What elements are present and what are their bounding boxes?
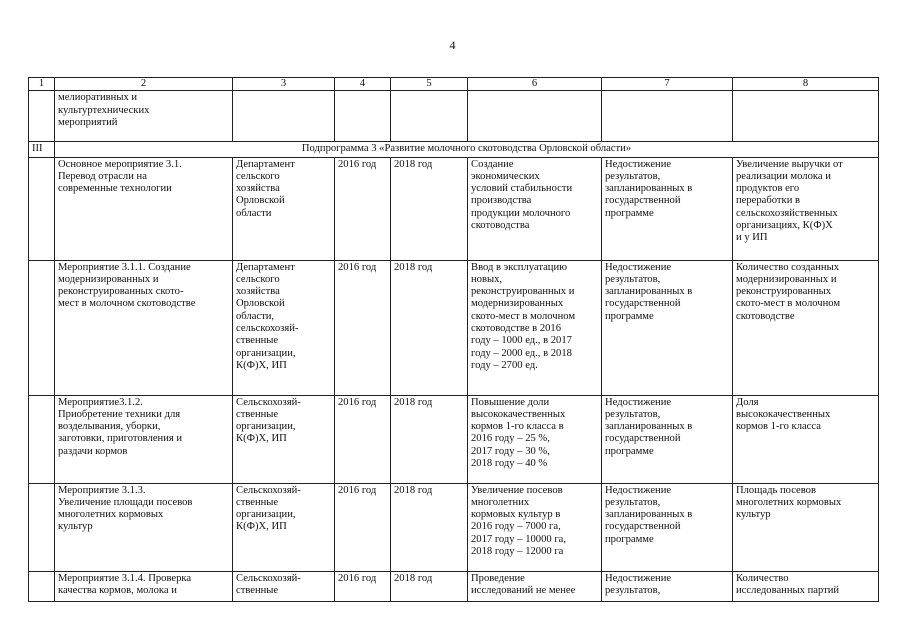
end-year-cell: 2018 год — [391, 157, 468, 260]
end-year-cell: 2018 год — [391, 483, 468, 571]
column-number-row — [29, 78, 879, 91]
measure-name-cell: Мероприятие 3.1.4. Проверка качества кормов, молока и — [55, 571, 233, 601]
table-row — [29, 157, 879, 260]
continuation-row — [29, 91, 879, 142]
expected-result-cell: Увеличение посевов многолетних кормовых культур в 2016 году – 7000 га, 2017 году – 10000 га, 2018 году – 12000 га — [468, 483, 602, 571]
indicator-cell: Количество исследованных партий — [733, 571, 879, 601]
table-row — [29, 260, 879, 395]
column-number-cell: 3 — [233, 78, 335, 91]
end-year-cell: 2018 год — [391, 260, 468, 395]
expected-result-cell: Повышение доли высококачественных кормов 1-го класса в 2016 году – 25 %, 2017 году – 30 %, 2018 году – 40 % — [468, 395, 602, 483]
expected-result-cell: Проведение исследований не менее — [468, 571, 602, 601]
column-number-cell: 8 — [733, 78, 879, 91]
column-number-cell: 2 — [55, 78, 233, 91]
column-number-cell: 7 — [602, 78, 733, 91]
consequence-cell: Недостижение результатов, запланированных в государственной программе — [602, 395, 733, 483]
executor-cell: Сельскохозяй- ственные организации, К(Ф)Х, ИП — [233, 483, 335, 571]
page-number: 4 — [449, 38, 456, 52]
expected-result-cell: Ввод в эксплуатацию новых, реконструированных и модернизированных ското-мест в молочном скотоводстве в 2016 году – 1000 ед., в 2017 году – 2000 ед., в 2018 году – 2700 ед. — [468, 260, 602, 395]
indicator-cell: Площадь посевов многолетних кормовых культур — [733, 483, 879, 571]
column-number-cell: 4 — [335, 78, 391, 91]
measure-name-cell: Мероприятие3.1.2. Приобретение техники для возделывания, уборки, заготовки, приготовления и раздачи кормов — [55, 395, 233, 483]
start-year-cell: 2016 год — [335, 395, 391, 483]
consequence-cell: Недостижение результатов, запланированных в государственной программе — [602, 157, 733, 260]
table-row — [29, 483, 879, 571]
column-number-cell: 6 — [468, 78, 602, 91]
executor-cell: Департамент сельского хозяйства Орловской области — [233, 157, 335, 260]
section-title: Подпрограмма 3 «Развитие молочного скотоводства Орловской области» — [55, 142, 879, 157]
start-year-cell: 2016 год — [335, 157, 391, 260]
consequence-cell: Недостижение результатов, — [602, 571, 733, 601]
column-number-cell: 5 — [391, 78, 468, 91]
measures-table — [28, 77, 879, 602]
start-year-cell: 2016 год — [335, 483, 391, 571]
table-row — [29, 395, 879, 483]
consequence-cell: Недостижение результатов, запланированных в государственной программе — [602, 483, 733, 571]
start-year-cell: 2016 год — [335, 260, 391, 395]
table-row — [29, 571, 879, 601]
section-number: III — [29, 142, 55, 157]
measure-name-cell: Основное мероприятие 3.1. Перевод отрасли на современные технологии — [55, 157, 233, 260]
expected-result-cell: Создание экономических условий стабильности производства продукции молочного скотоводства — [468, 157, 602, 260]
consequence-cell: Недостижение результатов, запланированных в государственной программе — [602, 260, 733, 395]
executor-cell: Сельскохозяй- ственные организации, К(Ф)Х, ИП — [233, 395, 335, 483]
executor-cell: Сельскохозяй- ственные — [233, 571, 335, 601]
executor-cell: Департамент сельского хозяйства Орловской области, сельскохозяй- ственные организации, К(Ф)Х, ИП — [233, 260, 335, 395]
indicator-cell: Доля высококачественных кормов 1-го класса — [733, 395, 879, 483]
end-year-cell: 2018 год — [391, 395, 468, 483]
end-year-cell: 2018 год — [391, 571, 468, 601]
measure-name-cell: Мероприятие 3.1.3. Увеличение площади посевов многолетних кормовых культур — [55, 483, 233, 571]
measure-name-cell: Мероприятие 3.1.1. Создание модернизированных и реконструированных ското- мест в молочном скотоводстве — [55, 260, 233, 395]
start-year-cell: 2016 год — [335, 571, 391, 601]
measure-name-cell: мелиоративных и культуртехнических мероприятий — [55, 91, 233, 142]
section-row — [29, 142, 879, 157]
indicator-cell: Увеличение выручки от реализации молока и продуктов его переработки в сельскохозяйственных организациях, К(Ф)Х и у ИП — [733, 157, 879, 260]
column-number-cell: 1 — [29, 78, 55, 91]
indicator-cell: Количество созданных модернизированных и реконструированных ското-мест в молочном скотоводстве — [733, 260, 879, 395]
